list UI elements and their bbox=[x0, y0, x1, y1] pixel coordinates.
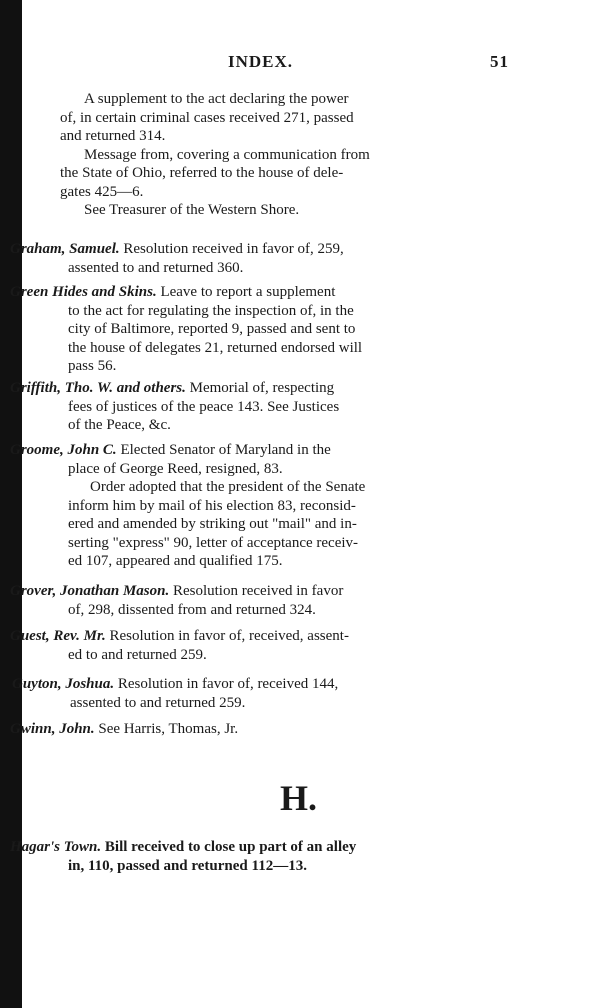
entry-line: fees of justices of the peace 143. See Justices bbox=[68, 398, 340, 415]
page-header bbox=[60, 52, 520, 76]
entry-line: the house of delegates 21, returned endorsed will bbox=[68, 339, 363, 356]
entry-name: Hagar's Town. bbox=[10, 839, 102, 855]
entry-line: ed to and returned 259. bbox=[68, 646, 207, 663]
entry-line: assented to and returned 259. bbox=[70, 694, 246, 711]
section-letter-heading: H. bbox=[280, 778, 318, 818]
index-entry bbox=[10, 441, 520, 571]
entry-line: ered and amended by striking out "mail" and in- bbox=[68, 516, 357, 532]
entry-line: A supplement to the act declaring the power bbox=[84, 91, 349, 107]
entry-name: Guest, Rev. Mr. bbox=[10, 628, 106, 644]
entry-line: Memorial of, respecting bbox=[189, 380, 335, 396]
entry-line: Resolution received in favor bbox=[172, 583, 344, 599]
entry-line: Resolution in favor of, received 144, bbox=[117, 676, 339, 692]
index-entry bbox=[12, 675, 522, 712]
entry-line: place of George Reed, resigned, 83. bbox=[68, 460, 283, 477]
index-entry-continuation bbox=[60, 90, 520, 220]
index-entry bbox=[10, 838, 520, 875]
index-entry bbox=[10, 240, 520, 277]
entry-line: of, in certain criminal cases received 271, passed bbox=[60, 109, 354, 126]
entry-line: serting "express" 90, letter of acceptance receiv- bbox=[68, 534, 359, 551]
entry-line: pass 56. bbox=[68, 358, 117, 374]
entry-line: Order adopted that the president of the Senate bbox=[90, 479, 366, 495]
entry-line: See Harris, Thomas, Jr. bbox=[98, 721, 239, 737]
page-number: 51 bbox=[490, 52, 509, 71]
index-entry bbox=[10, 283, 520, 376]
entry-name: Guyton, Joshua. bbox=[12, 676, 115, 692]
entry-name: Gwinn, John. bbox=[10, 721, 95, 737]
entry-line: of, 298, dissented from and returned 324. bbox=[68, 601, 316, 618]
entry-line: to the act for regulating the inspection of, in the bbox=[68, 302, 354, 319]
entry-name: Green Hides and Skins. bbox=[10, 284, 157, 300]
entry-line: gates 425—6. bbox=[60, 183, 144, 200]
entry-line: Leave to report a supplement bbox=[160, 284, 336, 300]
entry-line: city of Baltimore, reported 9, passed and sent to bbox=[68, 321, 356, 337]
entry-line: Resolution received in favor of, 259, bbox=[123, 241, 344, 257]
entry-line: in, 110, passed and returned 112—13. bbox=[68, 857, 307, 874]
page-title: INDEX. bbox=[228, 52, 294, 71]
entry-name: Graham, Samuel. bbox=[10, 241, 120, 257]
index-page bbox=[10, 0, 520, 1008]
index-entry bbox=[10, 720, 520, 739]
entry-name: Grover, Jonathan Mason. bbox=[10, 583, 170, 599]
index-entry bbox=[10, 379, 520, 435]
entry-name: Griffith, Tho. W. and others. bbox=[10, 380, 186, 396]
entry-line: inform him by mail of his election 83, reconsid- bbox=[68, 497, 356, 514]
entry-line: assented to and returned 360. bbox=[68, 259, 244, 276]
entry-line: ed 107, appeared and qualified 175. bbox=[68, 553, 283, 569]
index-entry bbox=[10, 627, 520, 664]
entry-name: Groome, John C. bbox=[10, 442, 117, 458]
entry-line: the State of Ohio, referred to the house of dele- bbox=[60, 165, 344, 181]
index-entry bbox=[10, 582, 520, 619]
entry-line: Message from, covering a communication from bbox=[84, 146, 370, 163]
entry-line: Bill received to close up part of an alley bbox=[104, 839, 357, 855]
entry-line: of the Peace, &c. bbox=[68, 417, 171, 433]
entry-line: Resolution in favor of, received, assent- bbox=[109, 628, 349, 644]
entry-line: and returned 314. bbox=[60, 128, 166, 144]
entry-line: See Treasurer of the Western Shore. bbox=[84, 202, 300, 218]
entry-line: Elected Senator of Maryland in the bbox=[120, 442, 331, 458]
